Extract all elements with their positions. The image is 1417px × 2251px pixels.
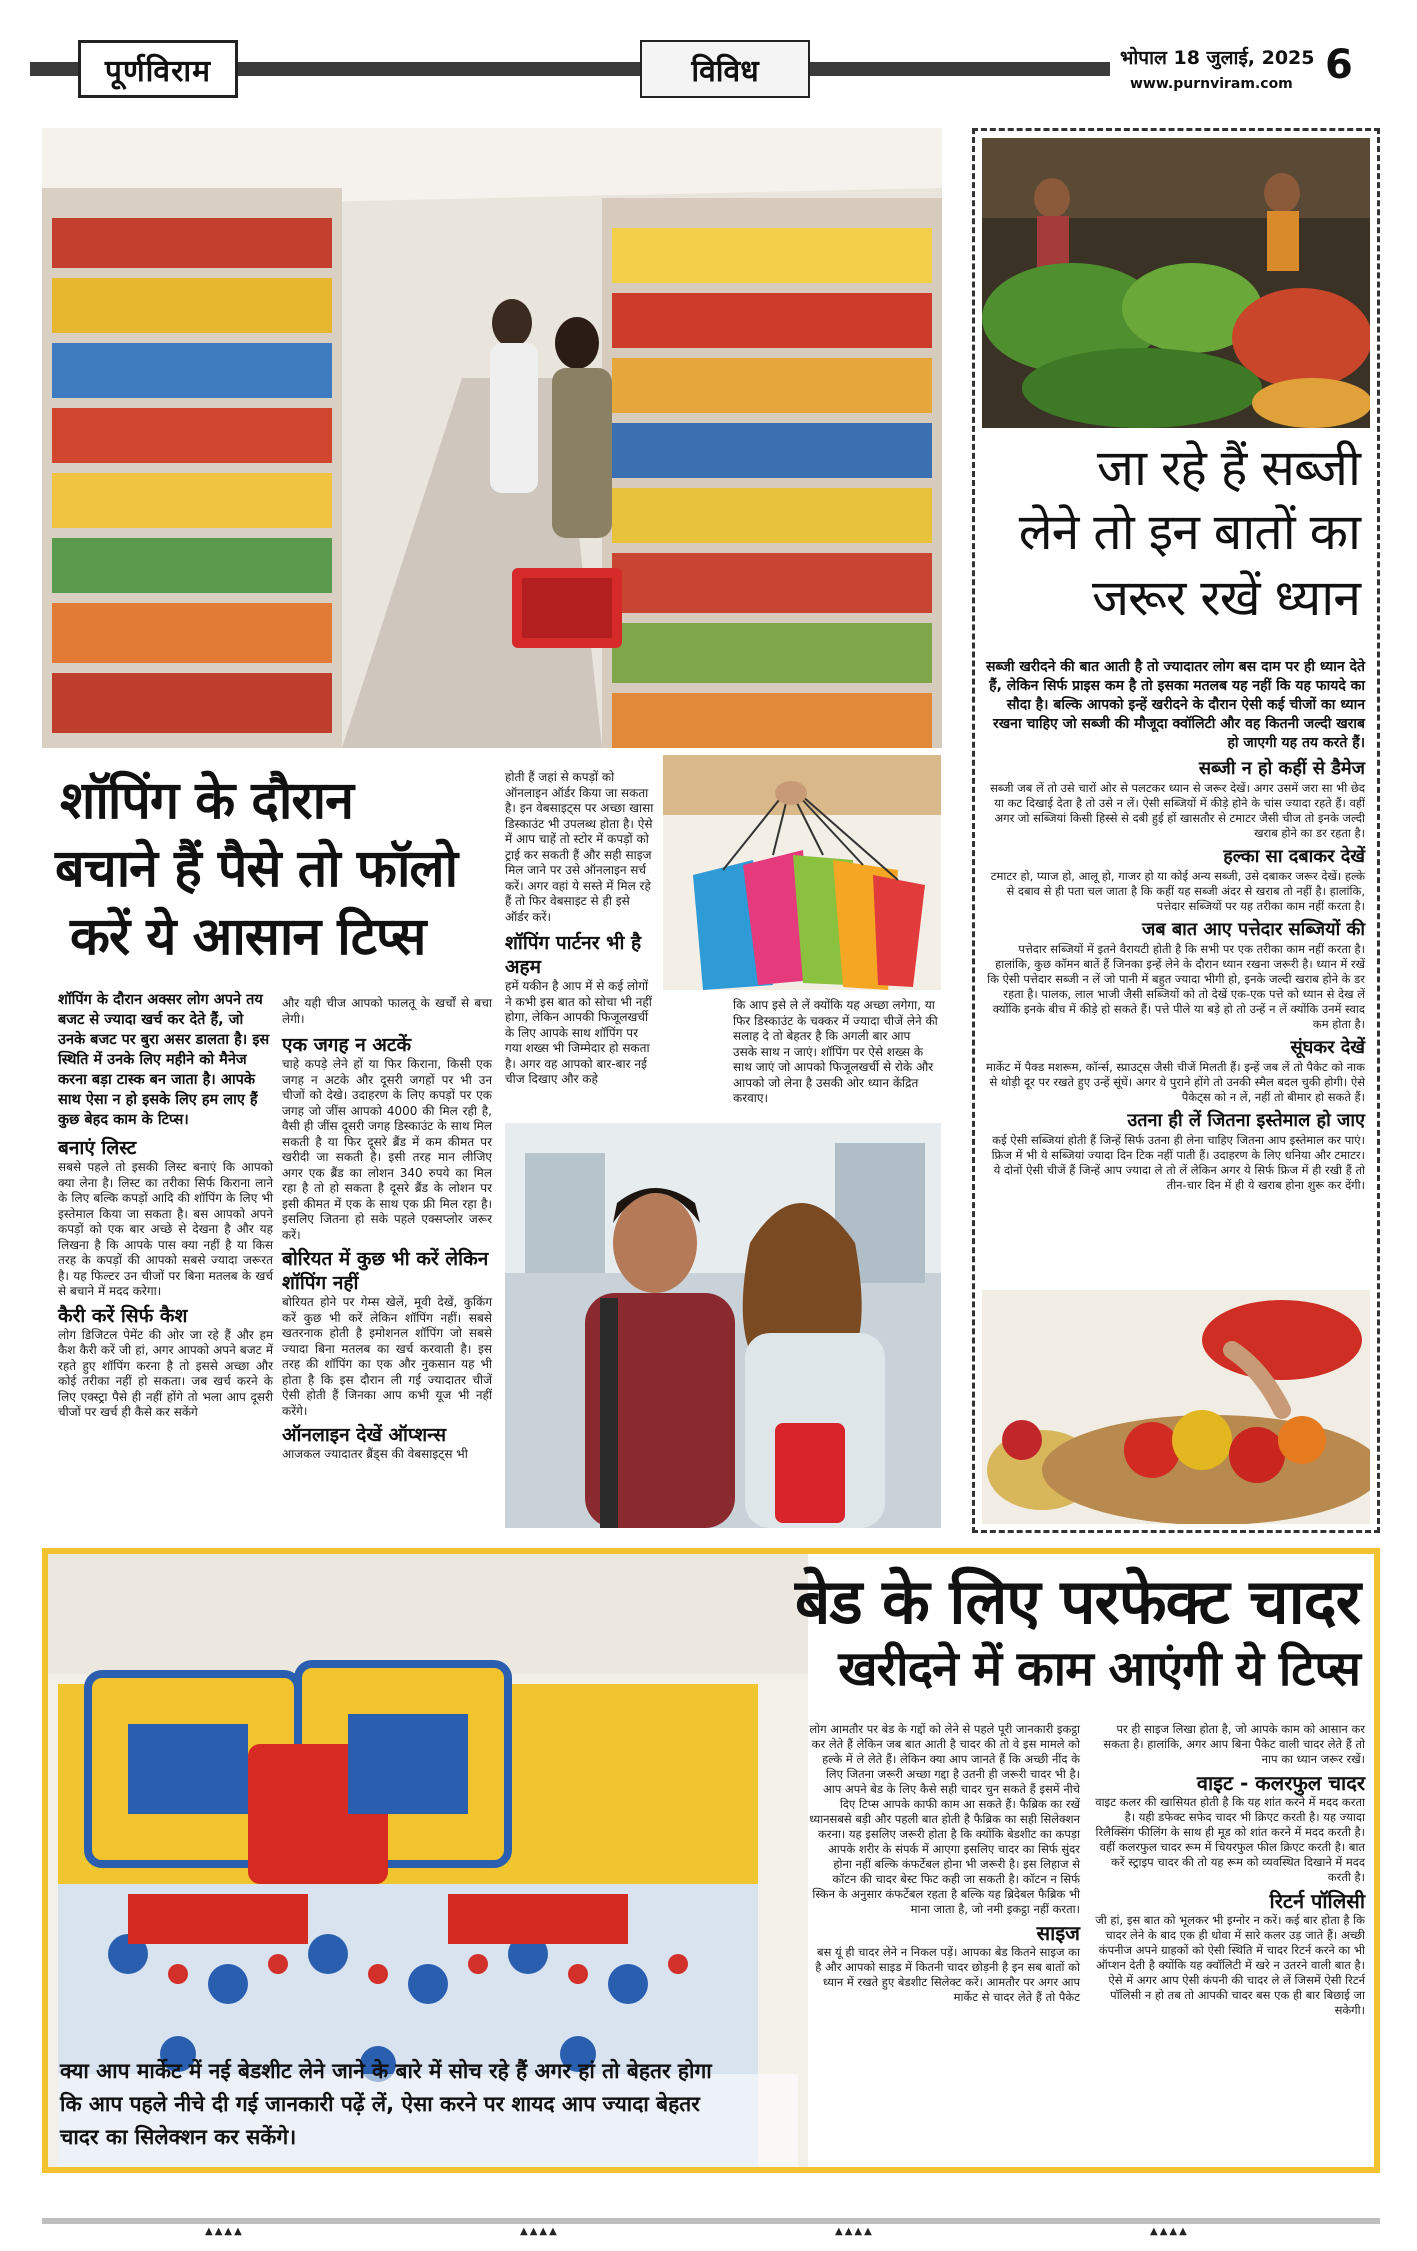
shopping-col2-top: और यही चीज आपको फालतू के खर्चों से बचा लेगी। <box>282 996 492 1026</box>
couple-shopping-photo <box>505 1123 941 1528</box>
veg-sec4-body: मार्केट में पैक्ड मशरूम, कॉर्न्स, स्प्राउट्स जैसी चीजें मिलती हैं। इन्हें जब लें तो पैकेट को नाक से थोड़ी दूर पर रखते हुए उन्हें सूंघें। अगर ये पुराने होंगे तो उनकी स्मैल बदल चुकी होगी। ऐसे पैकेट्स को न लें, नहीं तो बीमार हो सकते हैं। <box>985 1060 1365 1104</box>
section-label: विविध <box>640 40 810 98</box>
veg-article-body <box>985 658 1365 1193</box>
shopping-sec2-title: कैरी करें सिर्फ कैश <box>58 1304 188 1327</box>
veg-sec4-title: सूंघकर देखें <box>1290 1037 1365 1058</box>
veg-sec1-title: सब्जी न हो कहीं से डैमेज <box>1198 758 1365 779</box>
shopping-column-2 <box>282 996 492 1463</box>
bed-column-1 <box>808 1722 1080 2005</box>
bed-sec2-title: वाइट - कलरफुल चादर <box>1196 1771 1365 1795</box>
shopping-sec5-body: आजकल ज्यादातर ब्रैंड्स की वेबसाइट्स भी <box>282 1447 468 1461</box>
bed-sec3-title: रिटर्न पॉलिसी <box>1269 1889 1365 1913</box>
shopping-sec6-title: शॉपिंग पार्टनर भी है अहम <box>505 932 642 978</box>
bed-sec1-title: साइज <box>1036 1921 1080 1945</box>
newspaper-logo: पूर्णविराम <box>78 40 238 98</box>
veg-sec3-body: पत्तेदार सब्जियों में इतने वैरायटी होती है कि सभी पर एक तरीका काम नहीं करता है। हालांकि, कुछ कॉमन बातें हैं जिनका इन्हें लेने के दौरान ध्यान रखना जरूरी है। ध्यान में रखें कि ऐसी पत्तेदार सब्जी न लें जो पानी में बहुत ज्यादा भीगी हो, इनके जल्दी खराब होने के डर रहता है। पालक, लाल भाजी जैसी सब्जियों को तो देखें एक-एक पत्ते को ध्यान से देख लें क्योंकि इनके बीच में कीड़े हो सकते हैं। पत्ते पीले या बड़े हो तो उन्हें न लें क्योंकि उनमें स्वाद कम होता है। <box>987 942 1365 1031</box>
shopping-lead: शॉपिंग के दौरान अक्सर लोग अपने तय बजट से ज्यादा खर्च कर देते हैं, जो उनके बजट पर बुरा असर डालता है। इस स्थिति में उनके लिए महीने को मैनेज करना बड़ा टास्क बन जाता है। आपके साथ ऐसा न हो इसके लिए हम लाए हैं कुछ बेहद काम के टिप्स। <box>58 992 270 1128</box>
vegetable-basket-photo <box>982 1290 1370 1524</box>
shopping-sec4-body: बोरियत होने पर गेम्स खेलें, मूवी देखें, कुकिंग करें कुछ भी करें लेकिन शॉपिंग नहीं। सबसे खतरनाक होती है इमोशनल शॉपिंग जो सबसे ज्यादा बिना मतलब का खर्च करवाती है। इस तरह की शॉपिंग का एक और नुकसान यह भी होता है कि इस दौरान ली गई ज्यादातर चीजें ऐसी होती हैं जिनका आप कभी यूज भी नहीं करेंगे। <box>282 1295 492 1418</box>
veg-headline-line1: जा रहे हैं सब्जी <box>1096 439 1360 497</box>
registration-marks-3: ▲▲▲▲ <box>835 2226 874 2237</box>
page-number: 6 <box>1325 42 1353 88</box>
dateline: भोपाल 18 जुलाई, 2025 <box>1120 47 1315 69</box>
veg-lead: सब्जी खरीदने की बात आती है तो ज्यादातर लोग बस दाम पर ही ध्यान देते हैं, लेकिन सिर्फ प्राइस कम है तो इसका मतलब यह नहीं कि यह फायदे का सौदा है। बल्कि आपको इन्हें खरीदने के दौरान ऐसी कई चीजों का ध्यान रखना चाहिए जो सब्जी की मौजूदा क्वॉलिटी और वह कितनी जल्दी खराब हो जाएगी यह तय करते हैं। <box>985 659 1365 751</box>
veg-sec5-title: उतना ही लें जितना इस्तेमाल हो जाए <box>1127 1110 1365 1131</box>
shopping-headline-line2: बचाने हैं पैसे तो फॉलो <box>55 839 458 899</box>
shopping-headline-line3: करें ये आसान टिप्स <box>70 907 426 967</box>
veg-sec3-title: जब बात आए पत्तेदार सब्जियों की <box>1142 919 1365 940</box>
shopping-bags-photo <box>663 755 941 990</box>
shopping-column-1 <box>58 990 273 1421</box>
shopping-sec3-body: चाहे कपड़े लेने हों या फिर किराना, किसी एक जगह न अटके और दूसरी जगहों पर भी उन चीजों को देखे। उदाहरण के लिए कपड़ों पर एक जगह जो जींस आपको 4000 की मिल रही है, वैसी ही जींस दूसरी जगह डिस्काउंट के साथ मिल सकती है या फिर दूसरे ब्रैंड में कम कीमत पर खरीदी जा सकती है। इसी तरह मान लीजिए अगर एक ब्रैंड का लोशन 340 रुपये का मिल रहा है तो हो सकता है दूसरे ब्रैंड के लोशन पर इसी कीमत में एक के साथ एक फ्री मिल रहा है। इसलिए जितना हो सके पहले एक्सप्लोर जरूर करें। <box>282 1057 492 1242</box>
shopping-column-4 <box>733 998 938 1107</box>
shopping-col4-body: कि आप इसे ले लें क्योंकि यह अच्छा लगेगा, या फिर डिस्काउंट के चक्कर में ज्यादा चीजें लेने की सलाह दे तो बेहतर है कि अगली बार आप उसके साथ न जाएं। शॉपिंग पर ऐसे शख्स के साथ जाएं जो आपको फिजूलखर्ची से रोके और आपको जो लेना है उसकी ओर ध्यान केंद्रित करवाए। <box>733 998 938 1105</box>
bed-intro-overlay: क्या आप मार्केट में नई बेडशीट लेने जाने के बारे में सोच रहे हैं अगर हां तो बेहतर होगा कि आप पहले नीचे दी गई जानकारी पढ़ें लें, ऐसा करने पर शायद आप ज्यादा बेहतर चादर का सिलेक्शन कर सकेंगे। <box>60 2059 712 2149</box>
bed-col2-top: पर ही साइज लिखा होता है, जो आपके काम को आसान कर सकता है। हालांकि, अगर आप बिना पैकेट वाली चादर लेते हैं तो नाप का ध्यान जरूर रखें। <box>1103 1722 1365 1766</box>
bed-column-2 <box>1095 1722 1365 2018</box>
shopping-sec2-body: लोग डिजिटल पेमेंट की ओर जा रहे हैं और हम कैश कैरी करें जी हां, अगर आपको अपने बजट में रहते हुए शॉपिंग करना है तो इससे अच्छा और कोई तरीका नहीं हो सकता। जब खर्च करने के लिए एक्स्ट्रा पैसे ही नहीं होंगे तो भला आप दूसरी चीजों पर खर्च ही कैसे कर सकेंगे <box>58 1327 273 1419</box>
vegetable-market-photo <box>982 138 1370 428</box>
shopping-sec6-body: हमें यकीन है आप में से कई लोगों ने कभी इस बात को सोचा भी नहीं होगा, लेकिन आपकी फिजूलखर्ची के लिए आपके साथ शॉपिंग पर गया शख्स भी जिम्मेदार हो सकता है। अगर वह आपको बार-बार नई चीज दिखाए और कहे <box>505 979 652 1086</box>
veg-headline-line3: जरूर रखें ध्यान <box>1091 569 1360 627</box>
shopping-headline-line1: शॉपिंग के दौरान <box>60 771 353 831</box>
veg-sec2-body: टमाटर हो, प्याज हो, आलू हो, गाजर हो या कोई अन्य सब्जी, उसे दबाकर जरूर देखें। हल्के से दबाव से ही पता चल जाता है कि कहीं यह सब्जी अंदर से खराब तो नहीं है। हालांकि, पत्तेदार सब्जियों पर यह तरीका काम नहीं करता है। <box>990 869 1365 913</box>
supermarket-photo <box>42 128 942 748</box>
footer-rule <box>42 2218 1380 2224</box>
masthead <box>0 0 1417 112</box>
website-url[interactable]: www.purnviram.com <box>1130 76 1293 92</box>
bed-sec1-body: बस यूं ही चादर लेने न निकल पड़ें। आपका बेड कितने साइज का है और आपको साइड में कितनी चादर छोड़नी है इन सब बातों को ध्यान में रखते हुए बेडशीट सिलेक्ट करें। आमतौर पर अगर आप मार्केट से चादर लेते हैं तो पैकेट <box>815 1945 1080 2004</box>
masthead-rule-left <box>30 62 80 76</box>
veg-sec1-body: सब्जी जब लें तो उसे चारों ओर से पलटकर ध्यान से जरूर देखें। अगर उसमें जरा सा भी छेद या कट दिखाई देता है तो उसे न लें। ऐसी सब्जियों में कीड़े होने के चांस ज्यादा रहते हैं। वहीं अगर जो सब्जियां किसी हिस्से से दबी हुई हों खासतौर से टमाटर जैसी चीज तो इनके जल्दी खराब होने का डर रहता है। <box>990 781 1365 840</box>
veg-sec2-title: हल्का सा दबाकर देखें <box>1223 846 1365 867</box>
registration-marks-1: ▲▲▲▲ <box>205 2226 244 2237</box>
shopping-col3-top: होती हैं जहां से कपड़ों को ऑनलाइन ऑर्डर किया जा सकता है। इन वेबसाइट्स पर अच्छा खासा डिस्काउंट भी उपलब्ध होता है। ऐसे में आप चाहें तो स्टोर में कपड़ों को ट्राई कर सकती हैं और सही साइज मिल जाने पर उसे ऑनलाइन सर्च करें। अगर वहां ये सस्ते में मिल रहे हैं तो फिर वेबसाइट से ही इसे ऑर्डर करें। <box>505 770 654 924</box>
veg-headline-line2: लेने तो इन बातों का <box>1018 503 1360 561</box>
bed-headline-line1: बेड के लिए परफेक्ट चादर <box>794 1565 1360 1638</box>
shopping-sec1-title: बनाएं लिस्ट <box>58 1137 137 1159</box>
shopping-sec5-title: ऑनलाइन देखें ऑप्शन्स <box>282 1424 447 1446</box>
shopping-sec3-title: एक जगह न अटकें <box>282 1034 412 1056</box>
bed-headline-line2: खरीदने में काम आएंगी ये टिप्स <box>838 1641 1360 1697</box>
masthead-rule-mid-right <box>810 62 1110 76</box>
registration-marks-2: ▲▲▲▲ <box>520 2226 559 2237</box>
bed-col1-body: लोग आमतौर पर बेड के गद्दों को लेने से पहले पूरी जानकारी इकट्ठा कर लेते हैं लेकिन जब बात आती है चादर की तो वे इस मामले को हल्के में ले लेते हैं। लेकिन क्या आप जानते हैं कि अच्छी नींद के लिए जितना जरूरी अच्छा गद्दा है उतनी ही जरूरी चादर भी है। आप अपने बेड के लिए कैसे सही चादर चुन सकते हैं इसमें नीचे दिए टिप्स आपके काफी काम आ सकते हैं। फैब्रिक का रखें ध्यानसबसे बड़ी और पहली बात होती है फैब्रिक का सही सिलेक्शन करना। यह इसलिए जरूरी होता है कि क्योंकि बेडशीट का कपड़ा आपके शरीर के संपर्क में आएगा इसलिए चादर का सिर्फ सुंदर होना नहीं बल्कि कंफर्टेबल होना भी जरूरी है। इस लिहाज से कॉटन की चादर बेस्ट फिट कही जा सकती है। कॉटन न सिर्फ स्किन के अनुसार कंफर्टेबल रहता है बल्कि यह ब्रिदेबल फैब्रिक भी माना जाता है, जो नमी इकट्ठा नहीं करता। <box>809 1722 1080 1916</box>
shopping-sec4-title: बोरियत में कुछ भी करें लेकिन शॉपिंग नहीं <box>282 1248 489 1294</box>
registration-marks-4: ▲▲▲▲ <box>1150 2226 1189 2237</box>
masthead-rule-mid-left <box>238 62 640 76</box>
shopping-column-3 <box>505 770 655 1088</box>
shopping-sec1-body: सबसे पहले तो इसकी लिस्ट बनाएं कि आपको क्या लेना है। लिस्ट का तरीका सिर्फ किराना लाने के लिए बल्कि कपड़ों आदि की शॉपिंग के लिए भी इस्तेमाल किया जा सकता है। बस आपको अपने कपड़ों को एक बार अच्छे से देखना है और यह लिखना है कि आपके पास क्या नहीं है या किस तरह के कपड़ों की आपको सबसे ज्यादा जरूरत है। यह फिल्टर उन चीजों पर बिना मतलब के खर्च से बचाने में मदद करेगा। <box>58 1160 273 1298</box>
bed-sec2-body: वाइट कलर की खासियत होती है कि यह शांत करने में मदद करता है। यही डफेक्ट सफेद चादर भी क्रिएट करती है। यह ज्यादा रिलैक्सिंग फीलिंग के साथ ही मूड को शांत करने में मदद करती है। वहीं कलरफुल चादर रूम में चियरफुल फील क्रिएट करती है। बात करें स्ट्राइप चादर की तो यह रूम को व्यवस्थित दिखाने में मदद करती है। <box>1095 1795 1365 1884</box>
bed-sec3-body: जी हां, इस बात को भूलकर भी इग्नोर न करें। कई बार होता है कि चादर लेने के बाद एक ही धोवा में सारे कलर उड़ जाते हैं। अच्छी कंपनीज अपने ग्राहकों को ऐसी स्थिति में चादर रिटर्न करने का भी ऑप्शन देती है क्योंकि यह क्वॉलिटी में खरे न उतरने वाली बात है। ऐसे में अगर आप ऐसी कंपनी की चादर ले लें जिसमें ऐसी रिटर्न पॉलिसी न हो तब तो आपकी चादर बस एक ही बार बिछाई जा सकेगी। <box>1095 1913 1365 2017</box>
veg-sec5-body: कई ऐसी सब्जियां होती हैं जिन्हें सिर्फ उतना ही लेना चाहिए जितना आप इस्तेमाल कर पाएं। फ्रिज में भी ये सब्जियां ज्यादा दिन टिक नहीं पाती हैं। उदाहरण के लिए धनिया और टमाटर। ये दोनों ऐसी चीजें हैं जिन्हें आप ज्यादा ले तो लें लेकिन अगर ये सिर्फ फ्रिज में ही रखी हैं तो तीन-चार दिन में ही ये खराब होना शुरू कर देंगी। <box>991 1133 1365 1192</box>
